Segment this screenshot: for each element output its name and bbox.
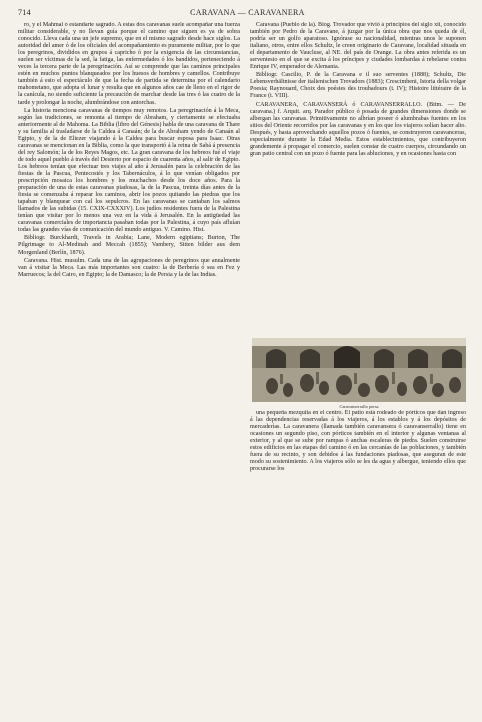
right-paragraph: Caravana (Pueblo de la). Biog. Trovador que vivió á principios del siglo xii, conocido también por Pedro de la Caravane, á juzgar por la única obra que nos queda de él, podría ser un golfo aparatoso. Ignórase su nacionalidad, mientras unos le suponen italiano, otros, entre ellos Schultz, le creen originario de Caravane, localidad situada en el departamento de Vaucluse, al NE. del país de Orange. La obra antes referida es un serventesio en el que se excita á los príncipes y ciudades lombardas á rebelarse contra Enrique IV, emperador de Alemania. [250, 22, 466, 71]
right-column-bottom [250, 410, 466, 712]
right-paragraph: una pequeña mezquita en el centro. El patio está rodeado de pórticos que dan ingreso á las dependencias reservadas á los viajeros, á los establos y á los depósitos de mercaderías. La caravanera (llamada también caravansera ó caravanserrallo) tiene en ocasiones un segundo piso, con pórticos también en el interior y algunas ventanas al exterior, y al que se sube por rampas ó anchas escaleras de piedra. Suelen construirse estos edificios en las etapas del camino ó en las cercanías de las poblaciones, y también fuera de su recinto, y son debidos á las fundaciones piadosas, que aseguran de este modo su sostenimiento. A los viajeros sólo se les da agua y albergue, teniendo ellos que procurarse los [250, 410, 466, 473]
running-header [18, 6, 464, 18]
left-paragraph: La historia menciona caravanas de tiempos muy remotos. La peregrinación á la Meca, según las tradiciones, se remonta al tiempo de Abraham, y ciertamente se efectuaba anteriormente al de Mahoma. La Biblia (libro del Génesis) habla de una caravana de Thare y su familia al trasladarse de la Caldea á Canaán; de la de Abraham yendo de Canaán al Egipto, y de la de Eliezer viajando á la Caldea para buscar esposa para Isaac. Otras caravanas se mencionan en la Biblia, como la que transportó á la reina de Sabá á presencia del rey Salomón; la de los Reyes Magos, etc. La gran caravana de los hebreos fué el viaje de todo aquel pueblo á través del Desierto por espacio de cuarenta años, al salir de Egipto. Los hebreos tenían que efectuar tres viajes al año á Jerusalén para la celebración de las fiestas de la Pascua, Pentecostés y los Tabernáculos, á lo que venían obligados por prescripción mosaica los hombres y los muchachos desde los doce años. Para la preparación de una de estas caravanas piadosas, la de la Pascua, treinta días antes de la fiesta se comenzaba á reparar los caminos, abrir los pozos quitando las piedras que los tapaban y blanquear con cal los sepulcros. En las caravanas se cantaban los salmos llamados de las subidas (15. CXIX-CXXXIV). Los judíos residentes fuera de la Palestina tenían que visitar por lo menos una vez en la vida á Jerusalén. En la antigüedad las caravanas comerciales de importancia pasaban todas por la Palestina, á cuyo país afluían todas las grandes vías de comunicación del mundo antiguo. V. Camino. Hist. [18, 107, 240, 234]
photo-caption: Caravanserrallo persa [339, 404, 379, 409]
left-bibliography: Bibliogr. Burckhardt, Travels in Arabia; Lane, Modern egiptians; Burton, The Pilgrimage to Al-Medinah and Meccah (1855); Vambery, Sitten bilder aus dem Morgenland (Berlín, 1876). [18, 235, 240, 256]
running-title: CARAVANA — CARAVANERA [190, 7, 305, 17]
left-paragraph: ro, y el Mahmal ó estandarte sagrado. A estas dos caravanas suele acompañar una fuerza militar considerable, y no llevan guía porque el camino que siguen es ya de sobra conocido. Lleva cada una un jefe supremo, que en el mismo sagrado desde hace siglos. La autoridad del amer ó de los oficiales del acompañamiento es puramente militar, por lo que los peregrinos, divididos en grupos á capricho ó por la exigencia de las circunstancias, suelen ser víctimas de la sed, la fatiga, las enfermedades ó los bandidos, perteneciendo á veces la tercera parte de la peregrinación. Así se comprende que las caminos principales estén en muchos puntos blanqueados por los huesos de hombres y camellos. Contribuye también á esto el espectáculo de que la fecha de partida se determina por el calendario mahometano, que adopta el lunar y resulta que en algunos años cae de lleno en el rigor de la canícula, no siendo suficiente la precaución de marchar desde las tres ó las cuatro de la tarde y prolongar la noche, alumbrándose con antorchas. [18, 22, 240, 106]
left-paragraph: Caravana. Hist. musulm. Cada una de las agrupaciones de peregrinos que anualmente van á visitar la Meca. Las más importantes son cuatro: la de Berbería ó sea en Fez y Marruecos; la del Cairo, en Egipto; la de Damasco; la de Persia y la de las Indias. [18, 257, 240, 278]
page-number: 714 [18, 7, 31, 17]
right-column-top [250, 22, 466, 338]
left-column [18, 22, 240, 712]
caravanserai-photo [252, 338, 466, 402]
caravanserai-illustration [252, 338, 466, 402]
right-bibliography: Bibliogr. Cascilio, P. de la Caravana e il suo serventes (1888); Schultz, Die Lebensverhältnisse der italienischen Trovadors (1883); Crescimbeni, Istoria della volgar Poesia; Raynouard, Choix des poésies des troubadours (t. IV); Histoire littéraire de la France (t. VIII). [250, 72, 466, 100]
right-paragraph-entry: CARAVANERA, CARAVANSERÁ ó CARAVANSERRALLO. (Bitm. — De caravana.) f. Arquit. arq. Parador público ó posada de grandes dimensiones donde se albergan las caravanas. Primitivamente no albrían poseer ó alumbrabas fuentes en los sitios del Oriente recorridos por las caravanas y en los que los viajeros solían hacer alto. Después, y hasta aprovechando aquellos pozos ó fuentes, se construyeron caravanceras, especialmente durante la Edad Media. Estos establecimientos, que contribuyeron grandemente á propagar el comercio, suelen constar de cuatro cuerpos, circundando un gran patio central con un pozo ó fuente para las abluciones, y en ocasiones hasta con [250, 101, 466, 157]
